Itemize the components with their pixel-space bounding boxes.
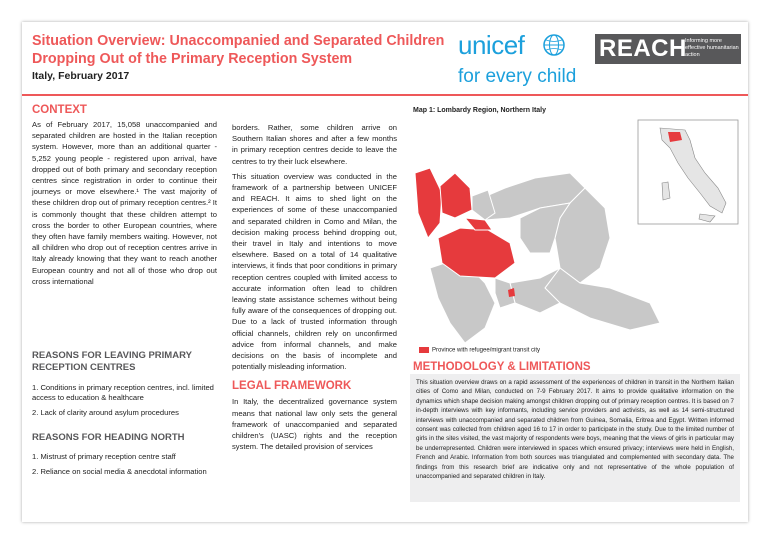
unicef-tagline: for every child [458, 66, 577, 87]
list-item: 1. Conditions in primary reception centres, incl. limited access to education & healthcare [32, 383, 214, 402]
legal-paragraph: In Italy, the decentralized governance system means that national law only sets the general framework of unaccompanied and separated children's (UASC) rights and the reception system. The detailed provision of services [232, 397, 397, 452]
province-como [440, 173, 472, 218]
header-divider [22, 94, 748, 96]
report-title: Situation Overview: Unaccompanied and Separated Children Dropping Out of the Primary Reception System [32, 33, 445, 67]
reasons-leaving-section [32, 350, 217, 418]
context-paragraph-2: borders. Rather, some children arrive on Southern Italian shores and after a few months in primary reception centres decide to leave the centres to try their luck elsewhere. [232, 123, 397, 166]
reach-wordmark: REACH [599, 35, 687, 62]
province-varese [415, 168, 442, 238]
reasons-north-heading: REASONS FOR HEADING NORTH [32, 432, 185, 443]
reach-tagline: Informing more effective humanitarian action [685, 38, 739, 58]
unicef-wordmark: unicef [458, 30, 525, 60]
context-column-2 [232, 122, 397, 452]
italy-inset [638, 120, 738, 224]
legend-swatch [419, 347, 429, 353]
report-subtitle: Italy, February 2017 [32, 70, 130, 82]
reasons-leaving-heading: REASONS FOR LEAVING PRIMARY RECEPTION CENTRES [32, 350, 192, 373]
legend-label: Province with refugee/migrant transit city [432, 347, 541, 354]
lombardy-provinces [415, 168, 660, 343]
map-legend [419, 347, 540, 354]
context-paragraph-3: This situation overview was conducted in the framework of a partnership between UNICEF and REACH. It aims to shed light on the experiences of some of these unaccompanied and separated children in Como and Milan, the decision making process behind dropping out, their travel in Italy and intentions to move elsewhere. Based on a total of 14 qualitative interviews, it finds that poor conditions in primary reception centres coupled with limited access to accurate information often lead to children leaving state assistance schemes without being fully aware of the consequences of dropping out. Due to a lack of trusted information through official channels, children rely on unconfirmed advice from informal channels, and make decisions on the basis of incomplete and potentially misleading information. [232, 171, 397, 372]
map-title: Map 1: Lombardy Region, Northern Italy [413, 107, 547, 114]
unicef-logo [458, 28, 586, 90]
context-column-1 [32, 104, 217, 287]
list-item: 2. Reliance on social media & anecdotal information [32, 466, 207, 476]
province-mantova [545, 268, 660, 330]
legal-heading: LEGAL FRAMEWORK [232, 380, 352, 393]
context-paragraph-1: As of February 2017, 15,058 unaccompanied and separated children are hosted in the Italian reception system. However, more than an additional quarter - 5,252 young people - registered upon arrival, have dropped out of both primary and secondary reception centres since registration in order to continue their journeys or move elsewhere.¹ The vast majority of these children drop out of primary reception centres.² It is commonly thought that these children attempt to cross the border to other European countries, where they often have family members waiting. However, not all children who drop out of reception centres arrive in Italy already knowing that they want to reach another European country and not all of those who drop out cross international [32, 120, 217, 286]
context-heading: CONTEXT [32, 104, 87, 116]
methodology-box [410, 374, 740, 502]
list-item: 2. Lack of clarity around asylum procedures [32, 408, 179, 417]
methodology-heading: METHODOLOGY & LIMITATIONS [413, 361, 591, 373]
reach-logo [595, 34, 741, 64]
lombardy-map [410, 118, 742, 356]
unicef-globe-icon [542, 33, 566, 57]
report-page [22, 22, 748, 522]
methodology-text: This situation overview draws on a rapid assessment of the experiences of children in transit in the Northern Italian cities of Como and Milan, conducted on 7-9 February 2017. It aims to provide qualitative information on the dynamics which shape decision making amongst children dropping out of primary reception centres. It is based on 7 in-depth interviews with key informants, including service providers and activists, as well as 14 semi-structured interviews with unaccompanied and separated children from Guinea, Somalia, Eritrea and Egypt. Written informed consent was collected from children aged 16 to 17 in order to participate in the study. Due to the limited number of girls in the sites visited, the vast majority of respondents were boys, meaning that the views of girls in particular may be underrepresented. Children were interviewed in spaces which ensured privacy; interviews were held in English, French and Arabic. Information from both sources was triangulated and complemented with secondary data. The findings from this research brief are indicative only and not representative of the whole population of unaccompanied and separated children in Italy. [416, 379, 734, 481]
reasons-north-section [32, 432, 217, 477]
list-item: 1. Mistrust of primary reception centre staff [32, 451, 176, 461]
